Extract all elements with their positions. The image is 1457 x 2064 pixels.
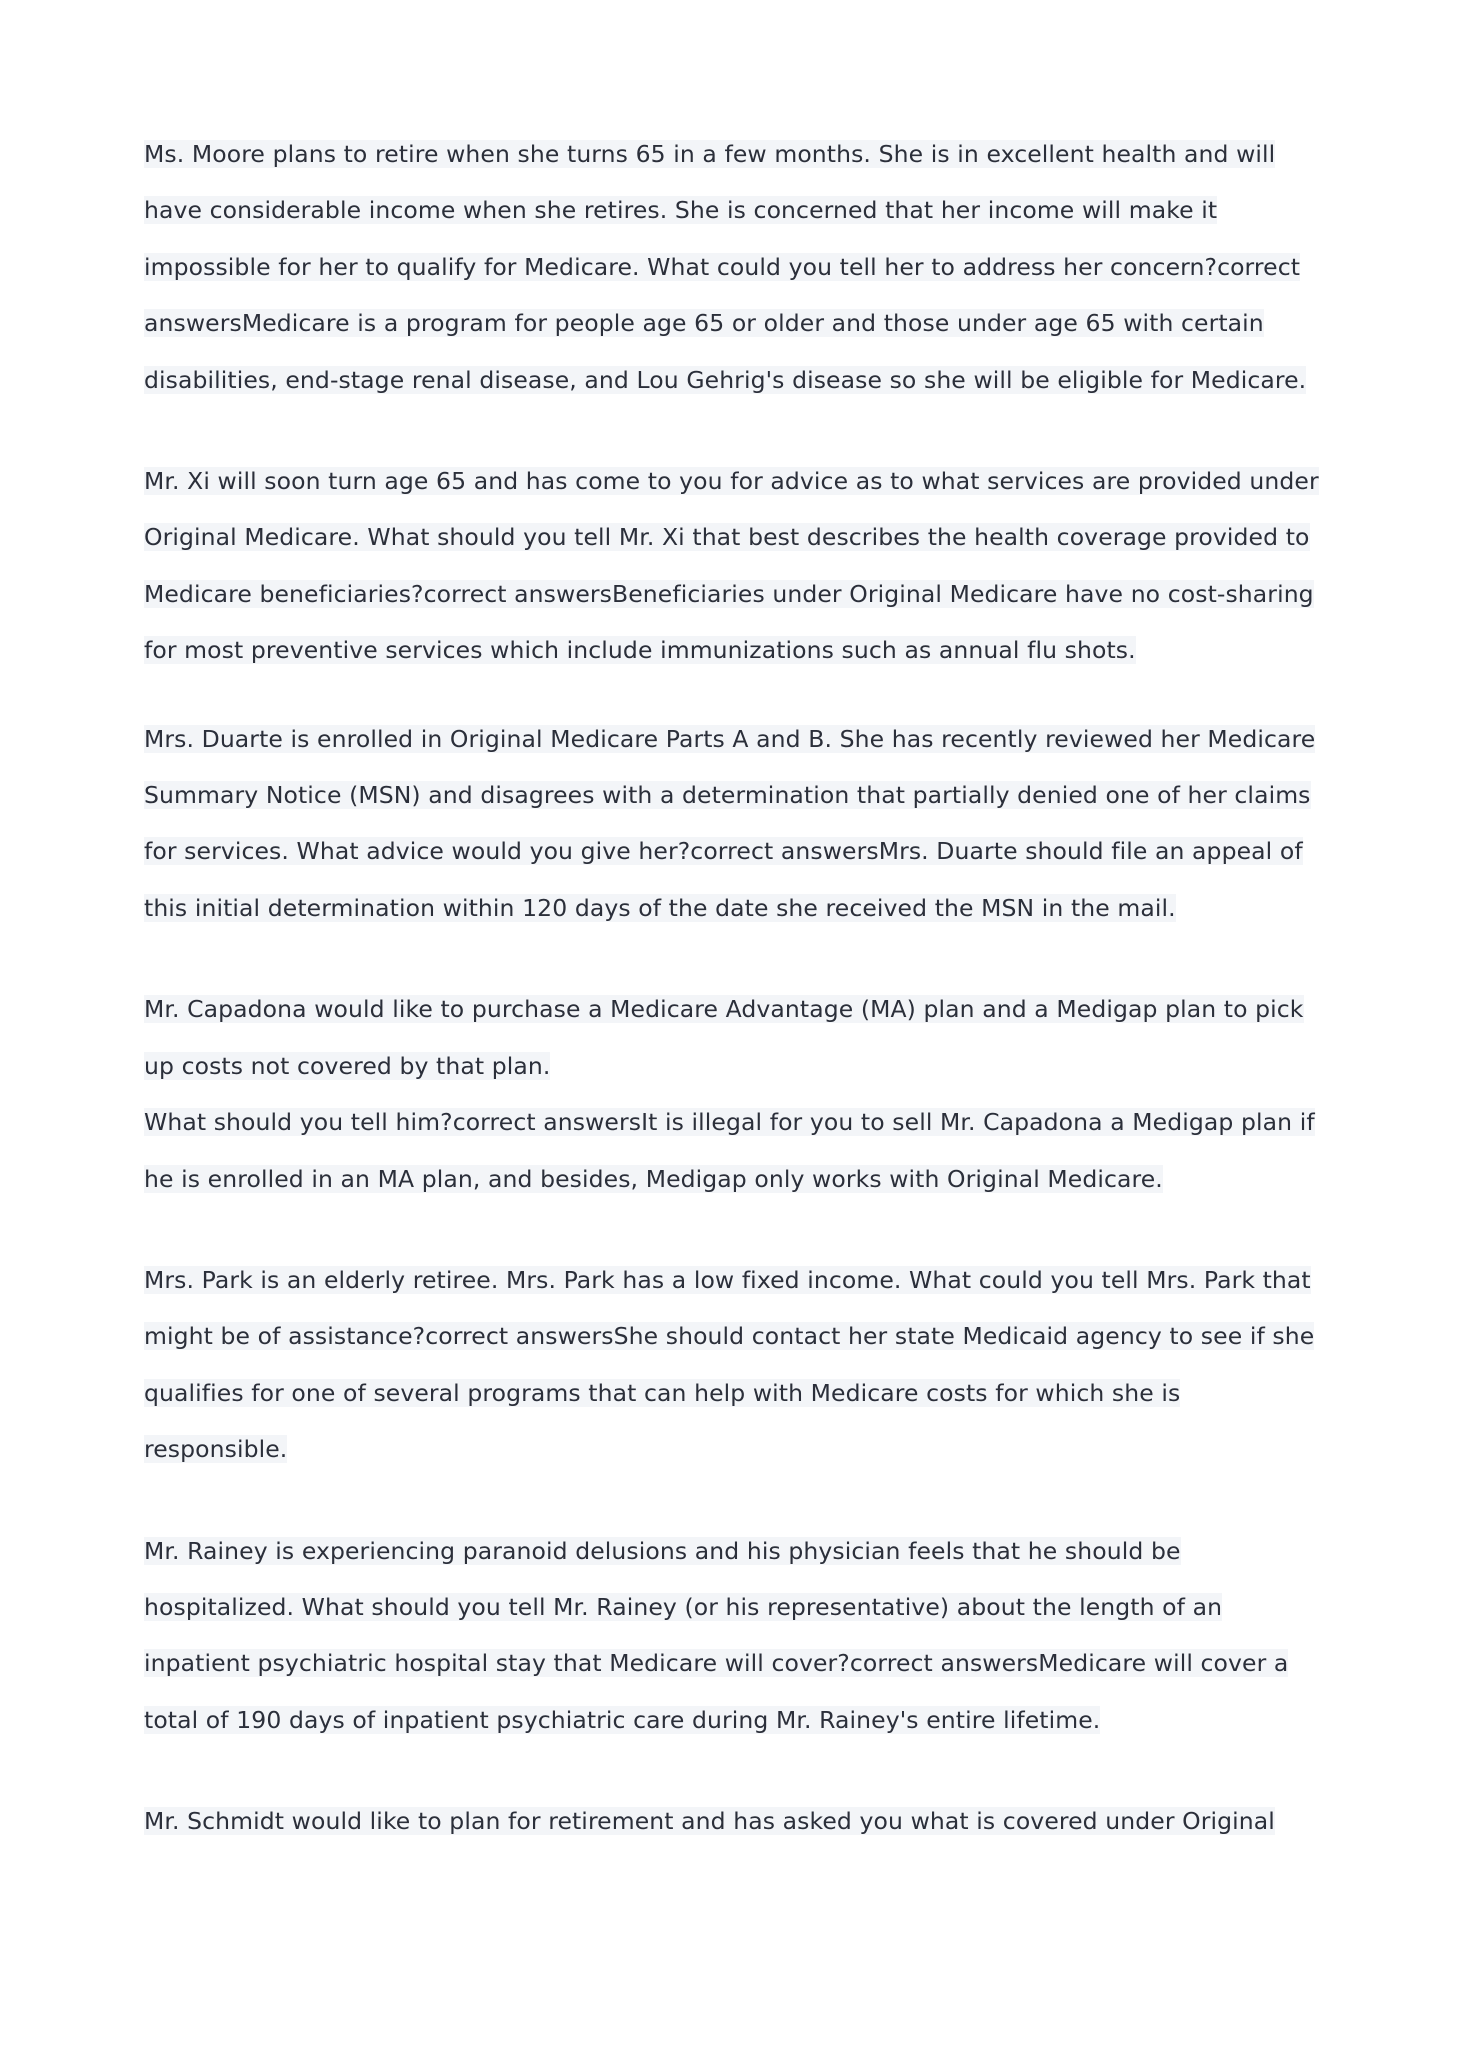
question-text: Mr. Xi will soon turn age 65 and has come to you for advice as to what services are provided under Original Medicare. What should you tell Mr. Xi that best describes the health coverage provided to Medicare beneficiaries?: [144, 467, 1319, 608]
qa-text: [144, 1266, 1314, 1463]
qa-text: [144, 140, 1306, 394]
question-text: Mr. Schmidt would like to plan for retirement and has asked you what is covered under Original: [144, 1807, 1275, 1836]
answer-text: Beneficiaries under Original Medicare have no cost-sharing for most preventive services which include immunizations such as annual flu shots.: [144, 579, 1314, 665]
qa-text: [144, 995, 1315, 1192]
question-text-line2: What should you tell him?: [144, 1108, 453, 1137]
question-text: Ms. Moore plans to retire when she turns 65 in a few months. She is in excellent health and will have considerable income when she retires. She is concerned that her income will make it impossible for her to qualify for Medicare. What could you tell her to address her concern?: [144, 140, 1276, 281]
answer-label: correct answers: [425, 1322, 614, 1351]
answer-label: correct answers: [849, 1649, 1039, 1678]
answer-label: correct answers: [423, 579, 613, 608]
entry-gap: [144, 1207, 1324, 1252]
entry-gap: [144, 1748, 1324, 1793]
answer-text: Mrs. Duarte should file an appeal of this initial determination within 120 days of the date she received the MSN in the mail.: [144, 837, 1303, 922]
entry-gap: [144, 1478, 1324, 1523]
qa-entry-duarte: [144, 711, 1324, 937]
answer-label: correct answers: [144, 252, 1301, 338]
answer-text: Medicare will cover a total of 190 days of inpatient psychiatric care during Mr. Rainey's entire lifetime.: [144, 1649, 1289, 1734]
entry-gap: [144, 936, 1324, 981]
qa-text: [144, 725, 1315, 922]
answer-label: correct answers: [452, 1108, 642, 1137]
qa-entry-xi: [144, 453, 1324, 679]
entry-gap: [144, 408, 1324, 453]
qa-text: [144, 467, 1319, 664]
answer-text: It is illegal for you to sell Mr. Capadona a Medigap plan if he is enrolled in an MA plan, and besides, Medigap only works with Original Medicare.: [144, 1108, 1315, 1193]
qa-text: [144, 1807, 1275, 1835]
entry-gap: [144, 679, 1324, 711]
qa-entry-rainey: [144, 1523, 1324, 1749]
qa-text: [144, 1537, 1288, 1734]
answer-text: She should contact her state Medicaid agency to see if she qualifies for one of several programs that can help with Medicare costs for which she is responsible.: [144, 1322, 1315, 1464]
question-text-line1: Mr. Capadona would like to purchase a Medicare Advantage (MA) plan and a Medigap plan to pick up costs not covered by that plan.: [144, 995, 1304, 1080]
answer-text: Medicare is a program for people age 65 or older and those under age 65 with certain disabilities, end-stage renal disease, and Lou Gehrig's disease so she will be eligible for Medicare.: [144, 309, 1307, 394]
question-text: Mrs. Duarte is enrolled in Original Medicare Parts A and B. She has recently reviewed her Medicare Summary Notice (MSN) and disagrees with a determination that partially denied one of her claims for services. What advice would you give her?: [144, 724, 1316, 866]
qa-entry-schmidt: [144, 1793, 1324, 1849]
answer-label: correct answers: [690, 837, 879, 866]
qa-entry-park: [144, 1252, 1324, 1478]
question-text: Mr. Rainey is experiencing paranoid delusions and his physician feels that he should be hospitalized. What should you tell Mr. Rainey (or his representative) about the length of an inpatient psychiatric hospital stay that Medicare will cover?: [144, 1536, 1223, 1678]
question-text: Mrs. Park is an elderly retiree. Mrs. Park has a low fixed income. What could you tell Mrs. Park that might be of assistance?: [144, 1265, 1311, 1351]
qa-entry-moore: [144, 126, 1324, 408]
document-body: [144, 126, 1324, 1850]
qa-entry-capadona: [144, 981, 1324, 1207]
